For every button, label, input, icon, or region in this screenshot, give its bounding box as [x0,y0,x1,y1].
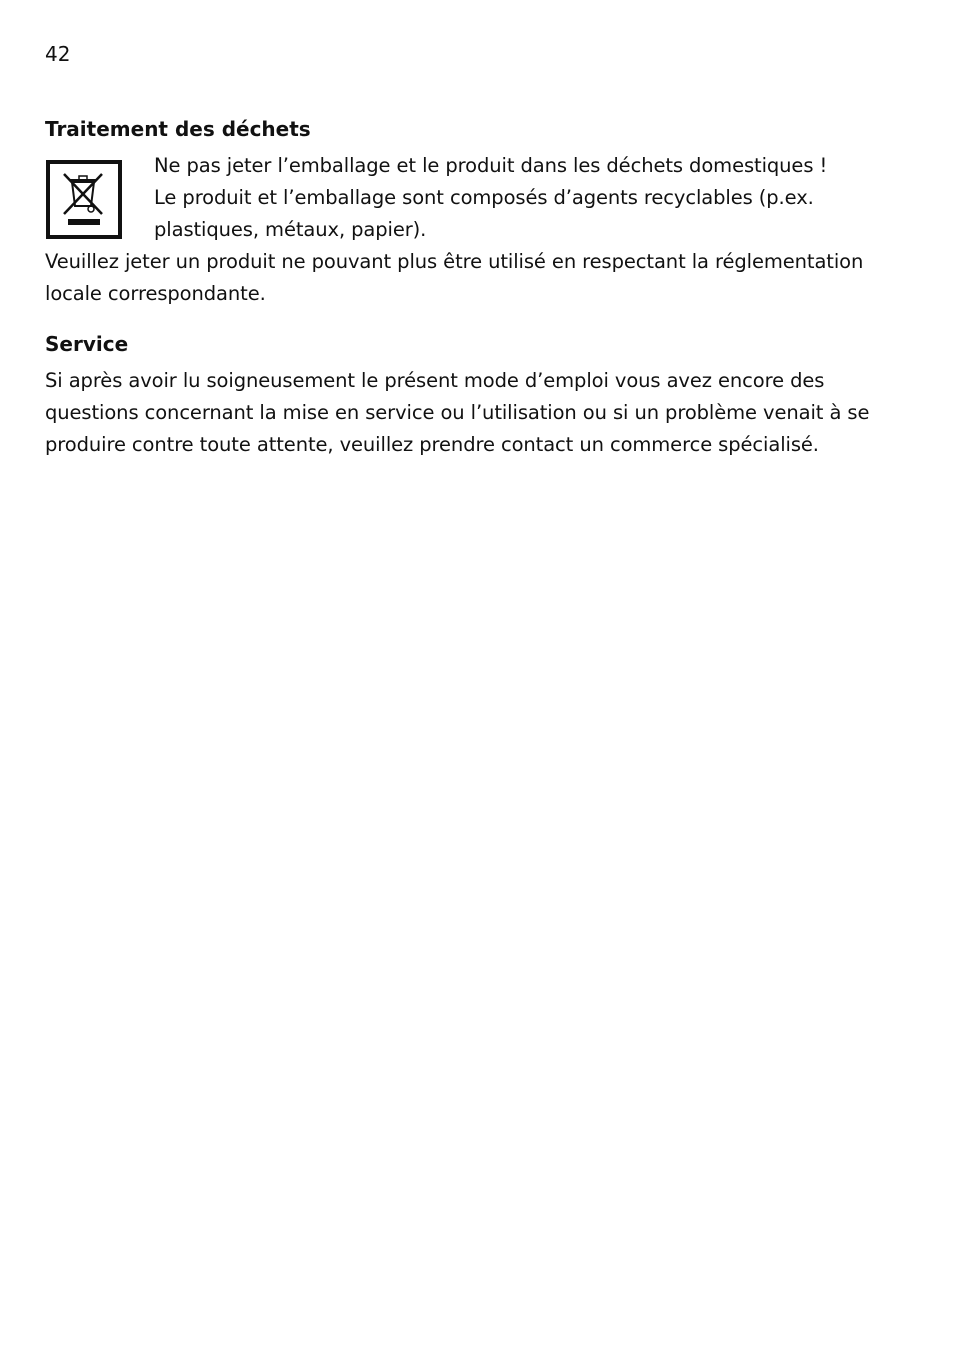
waste-intro-line: Ne pas jeter l’emballage et le produit dans les déchets domestiques ! [154,154,828,177]
service-line: produire contre toute attente, veuillez prendre contact un commerce spécialisé. [45,433,819,456]
waste-dispose-paragraph [45,246,863,310]
waste-intro-line: plastiques, métaux, papier). [154,218,427,241]
waste-dispose-line: locale correspondante. [45,282,266,305]
waste-intro-paragraph [154,150,827,246]
service-line: Si après avoir lu soigneusement le présent mode d’emploi vous avez encore des [45,369,825,392]
waste-heading: Traitement des déchets [45,117,311,141]
service-paragraph [45,365,869,461]
waste-dispose-line: Veuillez jeter un produit ne pouvant plus être utilisé en respectant la réglementation [45,250,864,273]
service-heading: Service [45,332,129,356]
page-number: 42 [45,42,71,66]
waste-intro-line: Le produit et l’emballage sont composés d’agents recyclables (p.ex. [154,186,814,209]
service-line: questions concernant la mise en service ou l’utilisation ou si un problème venait à se [45,401,870,424]
weee-symbol [46,160,122,239]
crossed-out-wheelie-bin-icon [50,164,118,235]
